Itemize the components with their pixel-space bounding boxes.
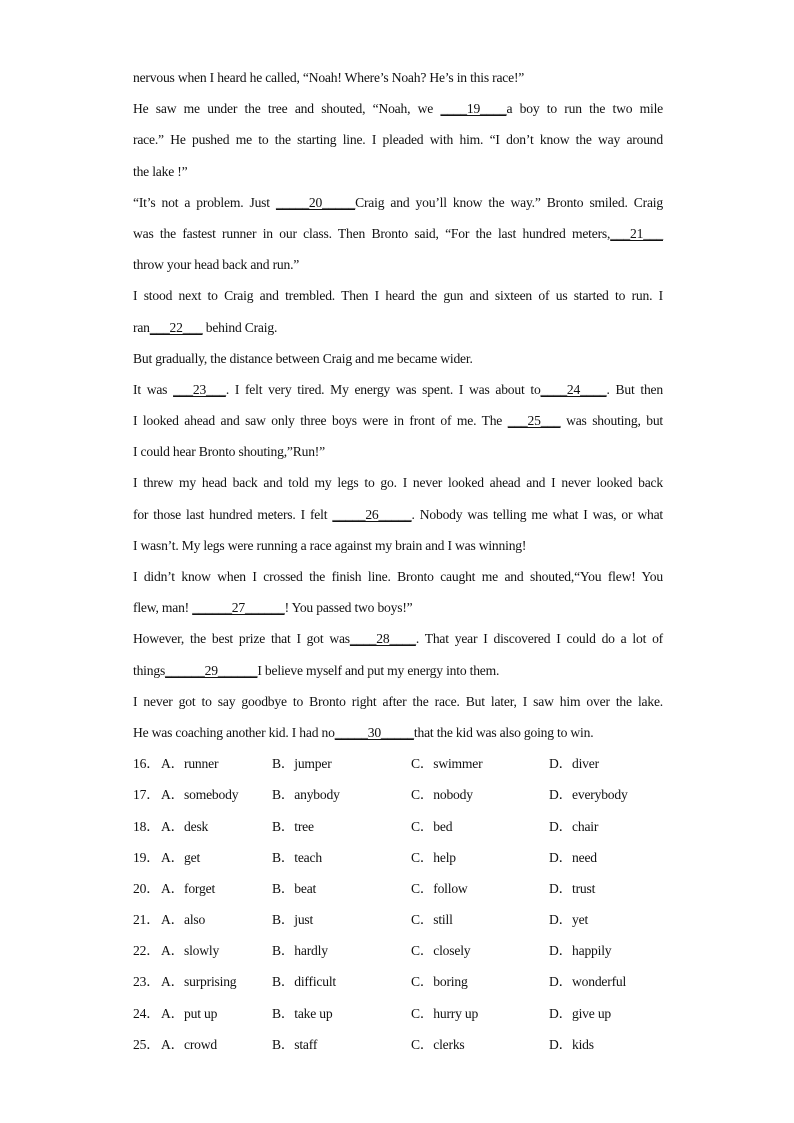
answer-blank: ____19____ <box>440 101 507 117</box>
option-c: C．help <box>411 849 456 865</box>
question-number: 19． <box>133 849 160 865</box>
question-row <box>133 842 663 873</box>
option-c: C．clerks <box>411 1036 465 1052</box>
option-b: B．difficult <box>272 974 337 990</box>
option-d: D．happily <box>549 943 612 959</box>
question-row <box>133 935 663 966</box>
option-a: A．get <box>161 849 201 865</box>
option-c: C．swimmer <box>411 756 483 772</box>
passage-line <box>133 280 663 311</box>
option-c: C．hurry up <box>411 1005 479 1021</box>
passage-text: . That year I discovered I could do a lot of <box>415 631 663 647</box>
answer-blank: ______29______ <box>165 662 258 678</box>
option-d: D．diver <box>549 756 599 772</box>
answer-blank: ___23___ <box>173 381 226 397</box>
passage-line <box>133 530 663 561</box>
reading-passage <box>133 62 663 748</box>
passage-text: a boy to run the two mile <box>506 101 664 117</box>
passage-line <box>133 686 663 717</box>
passage-line <box>133 187 663 218</box>
passage-text: However, the best prize that I got was <box>133 631 350 647</box>
option-a: A．desk <box>161 818 209 834</box>
passage-text: I threw my head back and told my legs to go. I never looked ahead and I never looked back <box>133 475 663 491</box>
option-d: D．wonderful <box>549 974 627 990</box>
passage-text: was the fastest runner in our class. Then Bronto said, “For the last hundred meters, <box>133 225 611 241</box>
question-row <box>133 748 663 779</box>
passage-line <box>133 623 663 654</box>
passage-line <box>133 561 663 592</box>
option-b: B．jumper <box>272 756 332 772</box>
question-row <box>133 873 663 904</box>
question-row <box>133 1029 663 1060</box>
passage-text: But gradually, the distance between Craig and me became wider. <box>133 350 473 366</box>
option-c: C．closely <box>411 943 471 959</box>
option-b: B．just <box>272 912 314 928</box>
passage-text: throw your head back and run.” <box>133 257 300 273</box>
passage-line <box>133 156 663 187</box>
passage-text: . I felt very tired. My energy was spent. I was about to <box>225 381 541 397</box>
passage-text: race.” He pushed me to the starting line. I pleaded with him. “I don’t know the way around <box>133 132 663 148</box>
passage-text: . But then <box>606 381 663 397</box>
option-a: A．surprising <box>161 974 237 990</box>
option-a: A．forget <box>161 880 216 896</box>
question-row <box>133 811 663 842</box>
passage-text: . Nobody was telling me what I was, or what <box>411 506 664 522</box>
option-d: D．yet <box>549 912 589 928</box>
option-a: A．slowly <box>161 943 220 959</box>
passage-line <box>133 62 663 93</box>
option-c: C．nobody <box>411 787 473 803</box>
option-b: B．beat <box>272 880 317 896</box>
answer-blank: _____30_____ <box>334 724 414 740</box>
answer-blank: _____26_____ <box>332 506 412 522</box>
passage-text: behind Craig. <box>202 319 278 335</box>
question-number: 25． <box>133 1036 160 1052</box>
passage-text: I never got to say goodbye to Bronto right after the race. But later, I saw him over the lake. <box>133 693 663 709</box>
passage-line <box>133 655 663 686</box>
passage-text: He saw me under the tree and shouted, “Noah, we <box>133 101 441 117</box>
passage-text: I believe myself and put my energy into them. <box>257 662 500 678</box>
option-c: C．boring <box>411 974 468 990</box>
passage-text: things <box>133 662 166 678</box>
answer-blank: _____20_____ <box>275 194 356 210</box>
option-a: A．crowd <box>161 1036 217 1052</box>
option-a: A．also <box>161 912 206 928</box>
option-c: C．follow <box>411 880 468 896</box>
option-b: B．tree <box>272 818 314 834</box>
question-row <box>133 779 663 810</box>
option-d: D．kids <box>549 1036 594 1052</box>
option-d: D．give up <box>549 1005 612 1021</box>
option-a: A．put up <box>161 1005 218 1021</box>
passage-text: “It’s not a problem. Just <box>133 194 276 210</box>
passage-text: for those last hundred meters. I felt <box>133 506 333 522</box>
passage-text: I stood next to Craig and trembled. Then I heard the gun and sixteen of us started to run. I <box>133 288 663 304</box>
question-options <box>133 748 663 1060</box>
passage-line <box>133 499 663 530</box>
question-number: 24． <box>133 1005 160 1021</box>
passage-line <box>133 93 663 124</box>
option-a: A．somebody <box>161 787 239 803</box>
passage-text: It was <box>133 381 174 397</box>
passage-text: Craig and you’ll know the way.” Bronto smiled. Craig <box>355 194 663 210</box>
passage-line <box>133 436 663 467</box>
passage-text: I wasn’t. My legs were running a race against my brain and I was winning! <box>133 537 527 553</box>
answer-blank: ____24____ <box>540 381 607 397</box>
option-b: B．hardly <box>272 943 328 959</box>
question-number: 16． <box>133 756 160 772</box>
question-number: 21． <box>133 912 160 928</box>
passage-line <box>133 405 663 436</box>
question-number: 23． <box>133 974 160 990</box>
passage-line <box>133 249 663 280</box>
passage-text: He was coaching another kid. I had no <box>133 724 335 740</box>
passage-text: I didn’t know when I crossed the finish line. Bronto caught me and shouted,“You flew! You <box>133 569 663 584</box>
option-b: B．take up <box>272 1005 333 1021</box>
passage-text: I looked ahead and saw only three boys were in front of me. The <box>133 413 508 429</box>
answer-blank: ______27______ <box>192 600 285 616</box>
answer-blank: ____28____ <box>349 631 416 647</box>
option-d: D．trust <box>549 880 596 896</box>
option-c: C．bed <box>411 818 453 834</box>
question-number: 20． <box>133 880 160 896</box>
option-d: D．everybody <box>549 787 628 803</box>
passage-line <box>133 467 663 498</box>
answer-blank: ___22___ <box>149 319 203 335</box>
passage-line <box>133 124 663 155</box>
option-b: B．teach <box>272 849 322 865</box>
passage-text: ran <box>133 319 150 335</box>
answer-blank: ___25___ <box>507 413 561 429</box>
question-row <box>133 966 663 997</box>
option-b: B．staff <box>272 1036 318 1052</box>
passage-text: nervous when I heard he called, “Noah! Where’s Noah? He’s in this race!” <box>133 70 525 85</box>
document-page <box>133 62 663 1060</box>
option-c: C．still <box>411 912 453 928</box>
passage-line <box>133 374 663 405</box>
option-b: B．anybody <box>272 787 340 803</box>
passage-text: flew, man! <box>133 600 193 616</box>
question-row <box>133 998 663 1029</box>
answer-blank: ___21___ <box>610 225 663 241</box>
question-number: 22． <box>133 943 160 959</box>
passage-text: the lake !” <box>133 163 188 179</box>
passage-line <box>133 218 663 249</box>
passage-line <box>133 343 663 374</box>
question-number: 18． <box>133 818 160 834</box>
passage-text: was shouting, but <box>560 413 663 429</box>
option-a: A．runner <box>161 756 219 772</box>
passage-text: I could hear Bronto shouting,”Run!” <box>133 444 325 460</box>
option-d: D．chair <box>549 818 599 834</box>
passage-line <box>133 717 663 748</box>
question-row <box>133 904 663 935</box>
passage-text: that the kid was also going to win. <box>413 724 594 740</box>
passage-line <box>133 592 663 623</box>
passage-text: ! You passed two boys!” <box>284 600 413 616</box>
question-number: 17． <box>133 787 160 803</box>
option-d: D．need <box>549 849 597 865</box>
passage-line <box>133 312 663 343</box>
